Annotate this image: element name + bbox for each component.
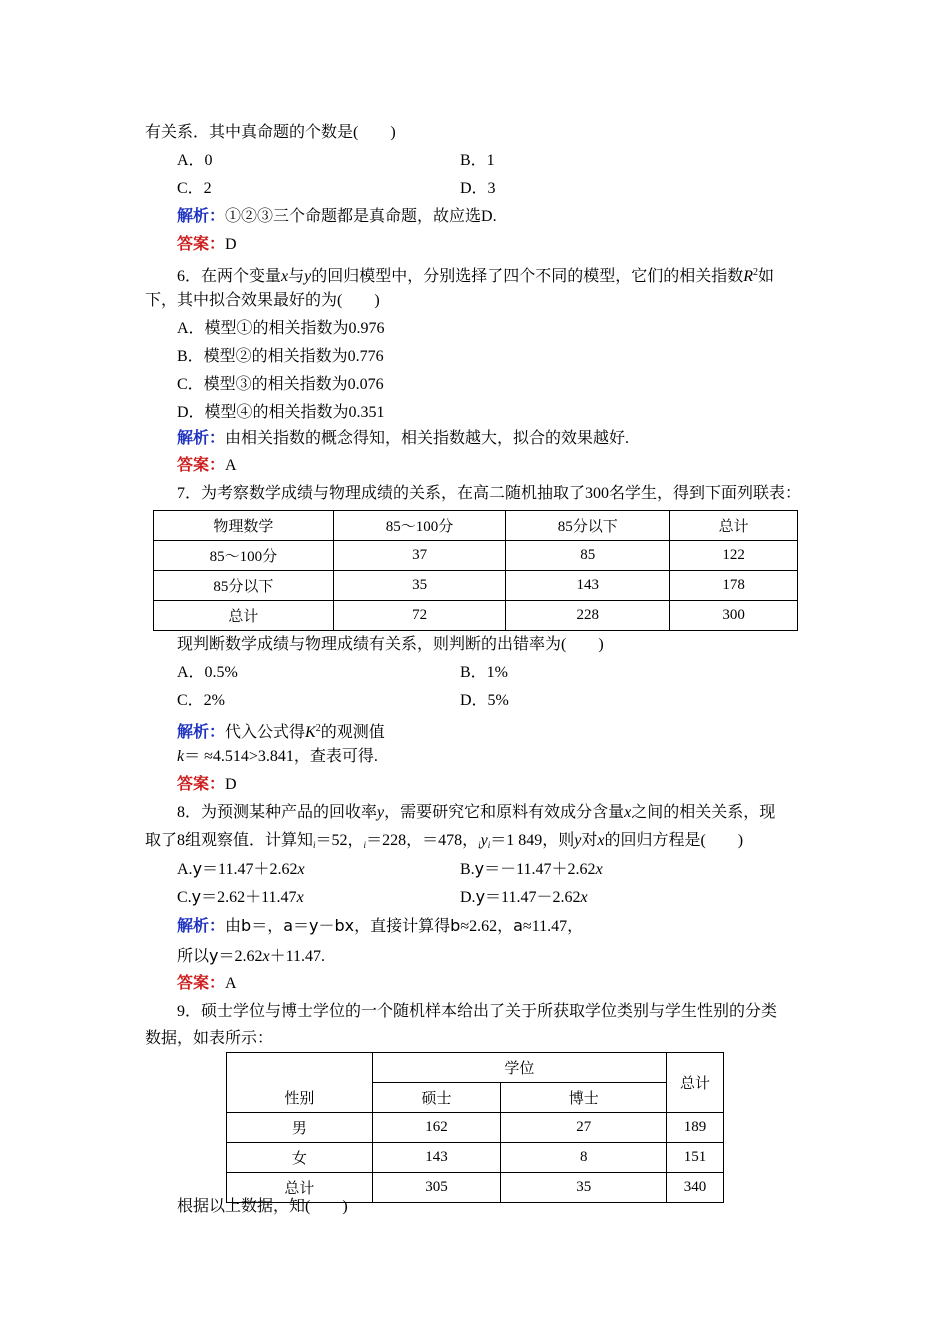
var-y: y — [304, 268, 312, 285]
q6-option-d: D．模型④的相关指数为0.351 — [177, 404, 385, 421]
var-y: y — [480, 832, 488, 849]
table-cell: 35 — [501, 1173, 667, 1203]
var-x: x — [595, 861, 603, 878]
table-header-cell: 85分以下 — [506, 511, 670, 541]
var-x: x — [624, 804, 632, 821]
var-k-lower: k — [177, 748, 185, 765]
text: ＝ — [293, 918, 310, 935]
table-cell: 300 — [670, 601, 798, 631]
table-cell: 总计 — [227, 1173, 373, 1203]
text: ，需要研究它和原料有效成分含量 — [384, 804, 625, 821]
q6-analysis — [177, 428, 629, 450]
table-header-row — [227, 1053, 724, 1083]
q9-stem-line1: 9．硕士学位与博士学位的一个随机样本给出了关于所获取学位类别与学生性别的分类 — [177, 1003, 778, 1020]
text: ＝2.62 — [218, 948, 263, 965]
text: ≈2.62， — [460, 918, 514, 935]
table-cell: 85 — [506, 541, 670, 571]
table-row — [227, 1113, 724, 1143]
var-y-hat: y — [192, 859, 203, 878]
var-y-bar: y — [309, 916, 319, 935]
text: ＋11.47. — [269, 948, 326, 965]
text: ＝1 849，则 — [490, 832, 575, 849]
text: ＝52， — [315, 832, 364, 849]
q8-option-a — [177, 858, 305, 881]
text: 的回归模型中，分别选择了四个不同的模型，它们的相关指数 — [311, 268, 744, 285]
table-cell: 122 — [670, 541, 798, 571]
subscript: i — [313, 840, 316, 850]
table-cell: 228 — [506, 601, 670, 631]
answer-label: 答案： — [177, 975, 226, 992]
table-cell: 8 — [501, 1143, 667, 1173]
text: 如 — [758, 268, 775, 285]
text: ，直接计算得 — [354, 918, 451, 935]
text: 代入公式得 — [225, 724, 306, 741]
q9-question: 根据以上数据，知( ) — [177, 1198, 348, 1215]
table-cell: 总计 — [154, 601, 334, 631]
q7-contingency-table — [153, 510, 798, 631]
q8-answer — [177, 973, 237, 995]
table-row — [227, 1143, 724, 1173]
text: A. — [177, 861, 193, 878]
q5-analysis — [177, 206, 497, 228]
q7-analysis — [177, 718, 385, 744]
q5-answer — [177, 234, 237, 256]
table-cell: 85～100分 — [154, 541, 334, 571]
q5-option-a: A．0 — [177, 152, 213, 169]
var-x: x — [281, 268, 289, 285]
q5-option-c: C．2 — [177, 180, 212, 197]
q8-option-b — [460, 858, 603, 881]
text: 的回归方程是( ) — [604, 832, 744, 849]
q5-option-b: B．1 — [460, 152, 495, 169]
text: 取了8组观察值．计算知 — [145, 832, 314, 849]
table-header-row — [154, 511, 798, 541]
subscript: i — [487, 840, 491, 850]
table-header-cell: 硕士 — [372, 1083, 501, 1113]
table-row — [154, 541, 798, 571]
table-cell: 178 — [670, 571, 798, 601]
var-b-hat: b — [450, 916, 461, 935]
table-header-cell: 性别 — [227, 1083, 373, 1113]
text: 由 — [225, 918, 242, 935]
text: 对 — [581, 832, 598, 849]
table-cell: 189 — [667, 1113, 724, 1143]
answer-text: D — [225, 236, 237, 253]
table-cell: 143 — [372, 1143, 501, 1173]
table-cell: 162 — [372, 1113, 501, 1143]
answer-label: 答案： — [177, 457, 226, 474]
text: ＝ ≈4.514>3.841，查表可得. — [184, 748, 378, 765]
analysis-text: 由相关指数的概念得知，相关指数越大，拟合的效果越好. — [225, 430, 630, 447]
q6-option-b: B．模型②的相关指数为0.776 — [177, 348, 384, 365]
table-header-cell: 总计 — [667, 1053, 724, 1113]
q9-degree-table — [226, 1052, 724, 1203]
var-b-hat: b — [241, 916, 252, 935]
q8-analysis — [177, 915, 583, 938]
var-y-hat: y — [475, 887, 486, 906]
var-x: x — [262, 948, 270, 965]
text: 的观测值 — [320, 724, 385, 741]
table-header-cell: 85～100分 — [333, 511, 506, 541]
q9-stem-line2: 数据，如表所示： — [145, 1030, 274, 1047]
var-x: x — [297, 861, 305, 878]
answer-text: A — [225, 457, 237, 474]
q7-option-a: A．0.5% — [177, 664, 238, 681]
table-header-cell: 博士 — [501, 1083, 667, 1113]
q8-conclusion — [177, 945, 325, 968]
table-cell: 27 — [501, 1113, 667, 1143]
text: 与 — [288, 268, 305, 285]
table-cell: 85分以下 — [154, 571, 334, 601]
q6-stem-line1 — [177, 262, 774, 288]
analysis-label: 解析： — [177, 724, 226, 741]
q8-option-d — [460, 886, 588, 909]
var-y-hat: y — [191, 887, 202, 906]
text: ＝11.47＋2.62 — [202, 861, 298, 878]
table-row — [154, 601, 798, 631]
var-y: y — [377, 804, 385, 821]
text: C. — [177, 889, 192, 906]
table-cell: 305 — [372, 1173, 501, 1203]
subscript: i — [478, 840, 481, 850]
table-cell: 男 — [227, 1113, 373, 1143]
text: B. — [460, 861, 475, 878]
var-k: K — [305, 724, 316, 741]
answer-text: D — [225, 776, 237, 793]
var-a-hat: a — [283, 916, 294, 935]
table-cell: 女 — [227, 1143, 373, 1173]
text: ＝11.47－2.62 — [485, 889, 581, 906]
q7-option-c: C．2% — [177, 692, 226, 709]
q7-formula — [177, 746, 378, 768]
var-y-hat: y — [474, 859, 485, 878]
q5-stem-tail: 有关系．其中真命题的个数是( ) — [145, 124, 396, 141]
table-header-row — [227, 1083, 724, 1113]
var-x: x — [580, 889, 588, 906]
superscript: 2 — [753, 267, 759, 278]
text: D. — [460, 889, 476, 906]
text: ＝－11.47＋2.62 — [484, 861, 596, 878]
table-cell: 35 — [333, 571, 506, 601]
q5-option-d: D．3 — [460, 180, 496, 197]
text: 之间的相关关系，现 — [631, 804, 776, 821]
answer-label: 答案： — [177, 236, 226, 253]
table-cell: 340 — [667, 1173, 724, 1203]
superscript: 2 — [315, 723, 321, 734]
q6-answer — [177, 455, 237, 477]
q7-option-d: D．5% — [460, 692, 509, 709]
text: ＝2.62＋11.47 — [201, 889, 297, 906]
var-y: y — [574, 832, 582, 849]
var-a-hat: a — [513, 916, 523, 935]
subscript: i — [363, 840, 367, 850]
table-cell: 143 — [506, 571, 670, 601]
text: 8．为预测某种产品的回收率 — [177, 804, 378, 821]
table-row — [154, 571, 798, 601]
table-header-cell: 学位 — [372, 1053, 666, 1083]
table-header-cell: 物理数学 — [154, 511, 334, 541]
var-bx: bx — [334, 916, 355, 935]
analysis-text: ①②③三个命题都是真命题，故应选D. — [225, 208, 497, 225]
text: ＝， — [251, 918, 284, 935]
q7-option-b: B．1% — [460, 664, 509, 681]
text: 所以 — [177, 948, 210, 965]
table-header-empty — [227, 1053, 373, 1083]
analysis-label: 解析： — [177, 918, 226, 935]
q8-option-c — [177, 886, 304, 909]
text: － — [318, 918, 335, 935]
table-header-cell: 总计 — [670, 511, 798, 541]
q7-answer — [177, 774, 237, 796]
var-r: R — [743, 268, 754, 285]
q6-option-c: C．模型③的相关指数为0.076 — [177, 376, 384, 393]
q7-question: 现判断数学成绩与物理成绩有关系，则判断的出错率为( ) — [177, 636, 604, 653]
q8-stem-line1 — [177, 802, 775, 824]
q6-stem-line2: 下，其中拟合效果最好的为( ) — [145, 292, 380, 309]
q8-stem-line2 — [145, 830, 743, 856]
table-cell: 37 — [333, 541, 506, 571]
text: ≈11.47， — [522, 918, 584, 935]
q6-option-a: A．模型①的相关指数为0.976 — [177, 320, 385, 337]
var-y-hat: y — [209, 946, 219, 965]
answer-text: A — [225, 975, 237, 992]
text: ＝228，＝478， — [366, 832, 479, 849]
text: 6．在两个变量 — [177, 268, 282, 285]
analysis-label: 解析： — [177, 430, 226, 447]
var-x: x — [296, 889, 304, 906]
table-cell: 72 — [333, 601, 506, 631]
var-x: x — [597, 832, 605, 849]
table-cell: 151 — [667, 1143, 724, 1173]
analysis-label: 解析： — [177, 208, 226, 225]
q7-stem: 7．为考察数学成绩与物理成绩的关系，在高二随机抽取了300名学生，得到下面列联表： — [177, 485, 802, 502]
answer-label: 答案： — [177, 776, 226, 793]
